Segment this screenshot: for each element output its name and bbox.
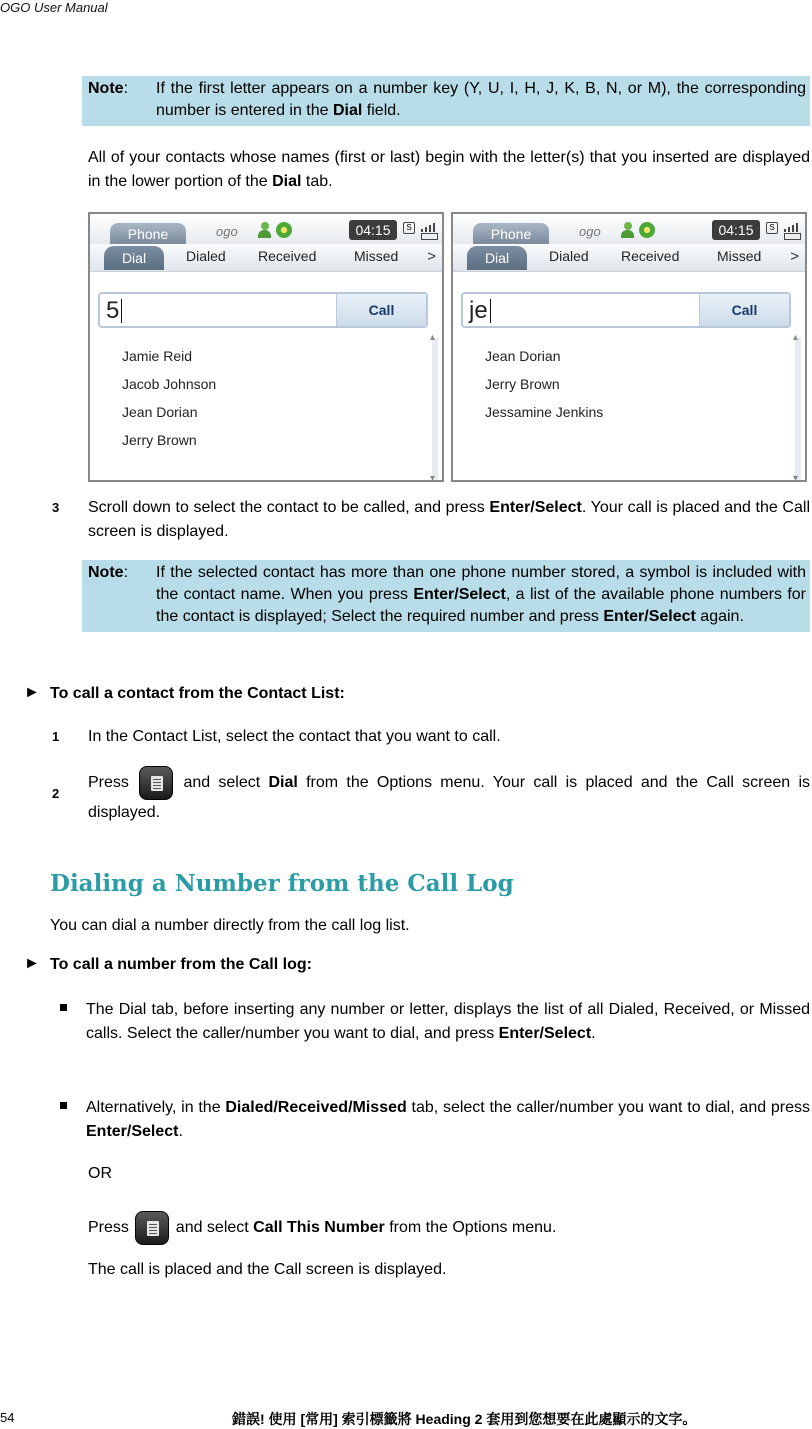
section-intro: You can dial a number directly from the call log list. <box>50 917 410 934</box>
clock: 04:15 <box>712 220 760 240</box>
tab-missed[interactable]: Missed <box>354 248 399 264</box>
tab-dial[interactable]: Dial <box>104 246 164 270</box>
note-text: If the first letter appears on a number key (Y, U, I, H, J, K, B, N, or M), the corresponding number is entered in the <box>156 80 806 119</box>
list-item[interactable]: Jean Dorian <box>122 404 198 420</box>
list-item[interactable]: Jamie Reid <box>122 348 193 364</box>
dial-input[interactable]: je Call <box>461 292 791 328</box>
bullet-icon <box>60 1102 67 1109</box>
procedure-title-call-log: To call a number from the Call log: <box>50 956 312 973</box>
tab-received[interactable]: Received <box>621 248 680 264</box>
running-header: OGO User Manual <box>0 0 108 15</box>
list-item[interactable]: Jerry Brown <box>122 432 197 448</box>
flower-icon <box>276 222 292 238</box>
list-item[interactable]: Jerry Brown <box>485 376 560 392</box>
bullet-icon <box>60 1004 67 1011</box>
bullet-1-text: The Dial tab, before inserting any number or letter, displays the list of all Dialed, Received, or Missed calls. Select the caller/number you want to dial, and press Enter/Select. <box>86 1001 810 1042</box>
section-heading: Dialing a Number from the Call Log <box>50 870 514 897</box>
contact-list <box>485 342 603 426</box>
s-icon: S <box>766 222 778 234</box>
list-item[interactable]: Jessamine Jenkins <box>485 404 604 420</box>
step-number-3: 3 <box>52 500 60 515</box>
procedure-arrow-icon: ► <box>24 684 40 701</box>
page-number: 54 <box>0 1410 15 1425</box>
step-3-text: Scroll down to select the contact to be called, and press Enter/Select. Your call is placed and the Call screen is displayed. <box>88 499 810 540</box>
note-label: Note <box>88 80 124 97</box>
note-bold: Dial <box>333 102 363 119</box>
options-menu-icon <box>135 1211 169 1245</box>
chevron-right-icon[interactable]: > <box>790 248 799 265</box>
dial-input[interactable]: 5 Call <box>98 292 428 328</box>
procedure-arrow-icon: ► <box>24 955 40 972</box>
or-text: OR <box>88 1165 112 1182</box>
step-number-1: 1 <box>52 729 60 744</box>
chevron-right-icon[interactable]: > <box>427 248 436 265</box>
contact-list <box>122 342 216 454</box>
list-item[interactable]: Jacob Johnson <box>122 376 217 392</box>
flower-icon <box>639 222 655 238</box>
tab-dialed[interactable]: Dialed <box>186 248 226 264</box>
ogo-logo: ogo <box>579 224 601 239</box>
scrollbar[interactable] <box>432 338 438 480</box>
phone-tab[interactable]: Phone <box>473 223 549 245</box>
tab-dial[interactable]: Dial <box>467 246 527 270</box>
clock: 04:15 <box>349 220 397 240</box>
list-item[interactable]: Jean Dorian <box>485 348 561 364</box>
procedure-title-contact-list: To call a contact from the Contact List: <box>50 685 345 702</box>
bullet-2-text: Alternatively, in the Dialed/Received/Missed tab, select the caller/number you want to dial, and press Enter/Select. <box>86 1099 811 1140</box>
call-placed-text: The call is placed and the Call screen is displayed. <box>88 1261 447 1278</box>
tab-received[interactable]: Received <box>258 248 317 264</box>
note-text-end: field. <box>362 102 401 119</box>
step-1-text: In the Contact List, select the contact that you want to call. <box>88 728 501 745</box>
tab-missed[interactable]: Missed <box>717 248 762 264</box>
note-label: Note <box>88 564 124 581</box>
press-options-text: Press and select Call This Number from the Options menu. <box>88 1208 556 1248</box>
ogo-logo: ogo <box>216 224 238 239</box>
phone-screenshot-2 <box>451 212 807 482</box>
scrollbar[interactable] <box>795 338 801 480</box>
signal-battery-icon <box>784 220 802 240</box>
paragraph-contacts: All of your contacts whose names (first or last) begin with the letter(s) that you inserted are displayed in the lower portion of the Dial tab. <box>88 149 810 190</box>
user-icon <box>621 222 634 238</box>
options-menu-icon <box>139 766 173 800</box>
phone-nav <box>90 244 442 272</box>
step-number-2: 2 <box>52 786 60 801</box>
note-box-2: Note: If the selected contact has more than one phone number stored, a symbol is included with the contact name. When you press Enter/Select, a list of the available phone numbers for the contact is displayed; Select the required number and press Enter/Select again. <box>82 560 810 632</box>
call-button[interactable]: Call <box>699 294 789 326</box>
s-icon: S <box>403 222 415 234</box>
call-button[interactable]: Call <box>336 294 426 326</box>
phone-tab[interactable]: Phone <box>110 223 186 245</box>
phone-screenshot-1 <box>88 212 444 482</box>
step-2-text: Press and select Dial from the Options menu. Your call is placed and the Call screen is displayed. <box>88 766 810 826</box>
user-icon <box>258 222 271 238</box>
note-box-1: Note: If the first letter appears on a number key (Y, U, I, H, J, K, B, N, or M), the corresponding number is entered in the Dial field. <box>82 76 810 126</box>
footer-error-text: 錯誤! 使用 [常用] 索引標籤將 Heading 2 套用到您想要在此處顯示的文字。 <box>232 1411 697 1427</box>
tab-dialed[interactable]: Dialed <box>549 248 589 264</box>
signal-battery-icon <box>421 220 439 240</box>
phone-nav <box>453 244 805 272</box>
